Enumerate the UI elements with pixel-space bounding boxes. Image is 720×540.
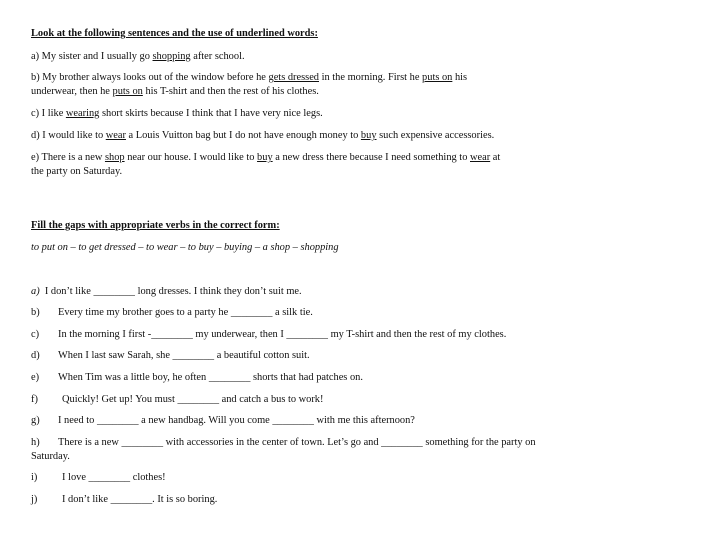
section-heading-examples: Look at the following sentences and the use of underlined words: [31, 28, 318, 39]
item-text: I don’t like ________. It is so boring. [62, 494, 218, 505]
exercise-item-f [31, 393, 690, 407]
exercise-item-i [31, 471, 690, 485]
item-text: In the morning I first -________ my underwear, then I ________ my T-shirt and then the rest of my clothes. [58, 329, 507, 340]
section-heading-exercise: Fill the gaps with appropriate verbs in the correct form: [31, 220, 280, 231]
item-label: b) [31, 307, 40, 318]
exercise-item-c [31, 328, 690, 342]
exercise-item-j [31, 493, 690, 507]
item-text-continued: Saturday. [31, 451, 70, 463]
item-label: e) [31, 372, 40, 383]
item-text: I need to ________ a new handbag. Will you come ________ with me this afternoon? [58, 415, 415, 426]
item-label: h) [31, 437, 40, 448]
item-label: g) [31, 415, 40, 426]
item-label: f) [31, 394, 38, 405]
item-label: i) [31, 472, 38, 483]
item-label: a) [31, 286, 40, 297]
exercise-item-h [31, 436, 690, 465]
item-text: I don’t like ________ long dresses. I think they don’t suit me. [44, 286, 302, 297]
item-label: j) [31, 494, 38, 505]
example-a: a) My sister and I usually go shopping after school. [31, 51, 245, 62]
example-d: d) I would like to wear a Louis Vuitton bag but I do not have enough money to buy such expensive accessories. [31, 130, 495, 141]
exercise-item-a [31, 285, 690, 299]
word-list: to put on – to get dressed – to wear – to buy – buying – a shop – shopping [31, 242, 339, 253]
exercise-item-e [31, 371, 690, 385]
item-text: I love ________ clothes! [62, 472, 166, 483]
example-e: e) There is a new shop near our house. I would like to buy a new dress there because I need something to wear at the party on Saturday. [31, 152, 501, 178]
item-text: There is a new ________ with accessories in the center of town. Let’s go and ________ something for the party on [58, 437, 536, 448]
item-label: d) [31, 350, 40, 361]
exercise-item-g [31, 414, 690, 428]
exercise-item-b [31, 306, 690, 320]
example-b: b) My brother always looks out of the window before he gets dressed in the morning. First he puts on his underwear, then he puts on his T-shirt and then the rest of his clothes. [31, 72, 468, 98]
item-text: When Tim was a little boy, he often ________ shorts that had patches on. [58, 372, 363, 383]
item-text: Quickly! Get up! You must ________ and catch a bus to work! [62, 394, 324, 405]
item-text: When I last saw Sarah, she ________ a beautiful cotton suit. [58, 350, 310, 361]
item-text: Every time my brother goes to a party he ________ a silk tie. [58, 307, 313, 318]
item-label: c) [31, 329, 40, 340]
exercise-item-d [31, 349, 690, 363]
example-c: c) I like wearing short skirts because I think that I have very nice legs. [31, 108, 323, 119]
